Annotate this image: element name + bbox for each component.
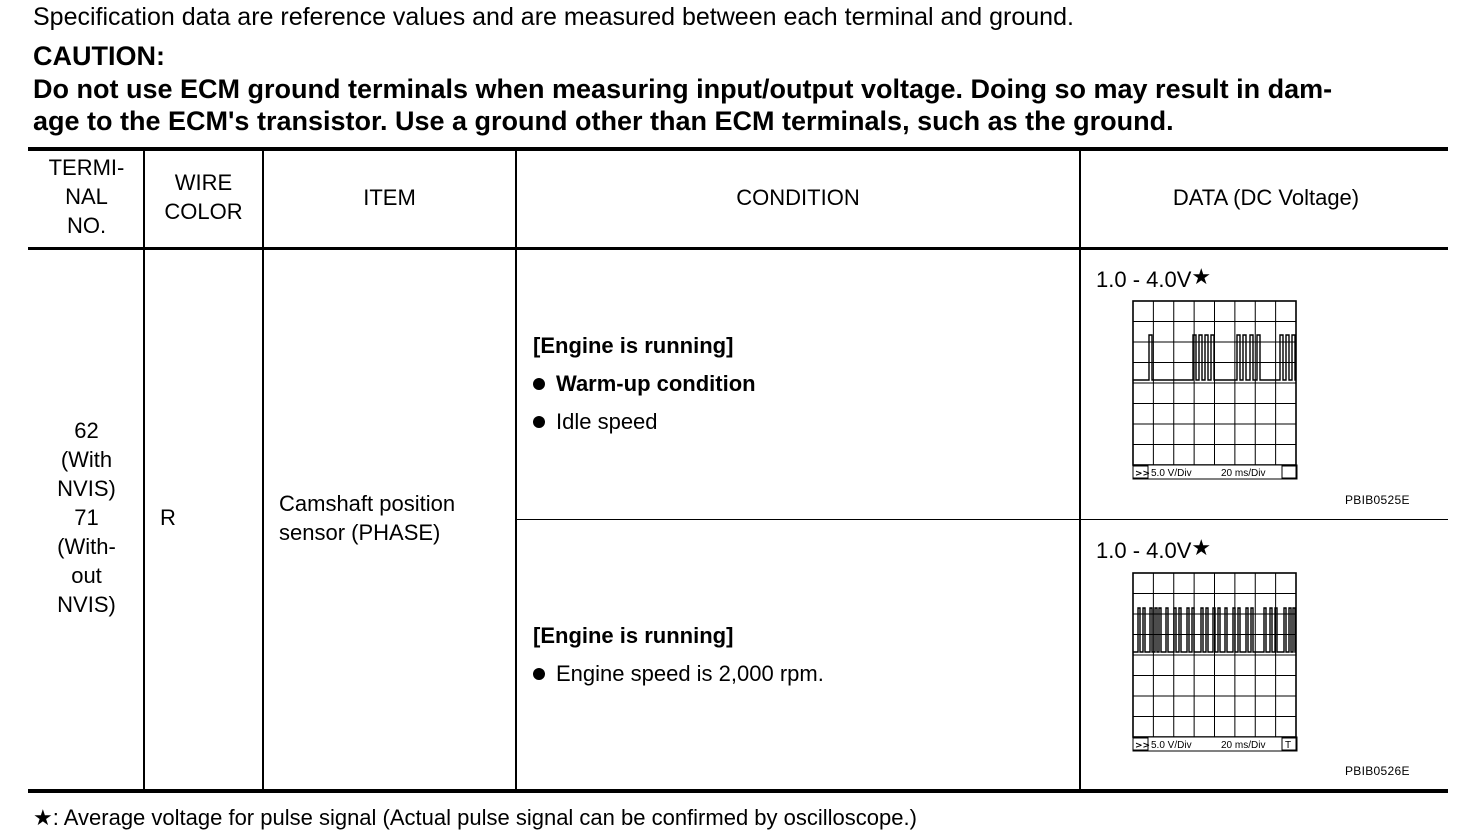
header-item: ITEM bbox=[363, 185, 416, 210]
caution-line-2: age to the ECM's transistor. Use a ground other than ECM terminals, such as the ground. bbox=[33, 106, 1174, 136]
bullet-icon bbox=[533, 378, 545, 390]
scope-arrow-icon: >> bbox=[1135, 469, 1151, 479]
col-divider-2 bbox=[262, 149, 264, 791]
condition-2 bbox=[533, 621, 824, 688]
scope-volt-div: 5.0 V/Div bbox=[1151, 740, 1192, 751]
col-divider-1 bbox=[143, 149, 145, 791]
table-top-rule bbox=[28, 147, 1448, 151]
footnote bbox=[33, 804, 917, 832]
caution-line-1: Do not use ECM ground terminals when measuring input/output voltage. Doing so may result in dam- bbox=[33, 74, 1333, 104]
scope-grid bbox=[1133, 573, 1296, 737]
condition-1-bullet-1: Warm-up condition bbox=[533, 369, 756, 398]
condition-2-title: [Engine is running] bbox=[533, 623, 734, 648]
table-bottom-rule bbox=[28, 789, 1448, 793]
terminal-number-cell: 62 (With NVIS) 71 (With- out NVIS) bbox=[57, 418, 116, 617]
scope-arrow-icon: >> bbox=[1135, 741, 1151, 751]
star-icon: ★ bbox=[1191, 535, 1212, 560]
table-header-rule bbox=[28, 247, 1448, 250]
star-icon: ★ bbox=[33, 805, 53, 830]
condition-1-bullet-2: Idle speed bbox=[533, 407, 756, 436]
condition-2-bullet-1: Engine speed is 2,000 rpm. bbox=[533, 659, 824, 688]
intro-text: Specification data are reference values and are measured between each terminal and ground. bbox=[33, 3, 1074, 31]
data-value-1: 1.0 - 4.0V★ bbox=[1096, 264, 1212, 292]
star-icon: ★ bbox=[1191, 264, 1212, 289]
scope-marker-box bbox=[1282, 466, 1296, 478]
scope-grid bbox=[1133, 301, 1296, 465]
caution-text bbox=[33, 73, 1453, 137]
bullet-icon bbox=[533, 668, 545, 680]
condition-1 bbox=[533, 331, 756, 436]
oscilloscope-waveform-1 bbox=[1130, 298, 1300, 482]
figure-code-1: PBIB0525E bbox=[1345, 493, 1410, 507]
header-wire-color: WIRE COLOR bbox=[164, 170, 243, 224]
caution-title: CAUTION: bbox=[33, 41, 165, 71]
wire-color-cell: R bbox=[160, 505, 176, 530]
col-divider-3 bbox=[515, 149, 517, 791]
data-value-2: 1.0 - 4.0V★ bbox=[1096, 535, 1212, 563]
scope-marker: T bbox=[1285, 740, 1292, 751]
scope-volt-div: 5.0 V/Div bbox=[1151, 468, 1192, 479]
col-divider-4 bbox=[1079, 149, 1081, 791]
oscilloscope-waveform-2 bbox=[1130, 570, 1300, 754]
header-data: DATA (DC Voltage) bbox=[1172, 185, 1360, 210]
figure-code-2: PBIB0526E bbox=[1345, 764, 1410, 778]
header-condition: CONDITION bbox=[736, 185, 860, 210]
footnote-text: : Average voltage for pulse signal (Actual pulse signal can be confirmed by oscilloscope.) bbox=[52, 805, 917, 830]
condition-1-title: [Engine is running] bbox=[533, 333, 734, 358]
scope-time-div: 20 ms/Div bbox=[1221, 468, 1266, 479]
header-terminal-no: TERMI- NAL NO. bbox=[48, 155, 125, 238]
waveform-trace bbox=[1133, 608, 1296, 652]
table-row-divider bbox=[516, 519, 1448, 520]
item-cell: Camshaft position sensor (PHASE) bbox=[279, 491, 456, 545]
scope-time-div: 20 ms/Div bbox=[1221, 740, 1266, 751]
bullet-icon bbox=[533, 416, 545, 428]
